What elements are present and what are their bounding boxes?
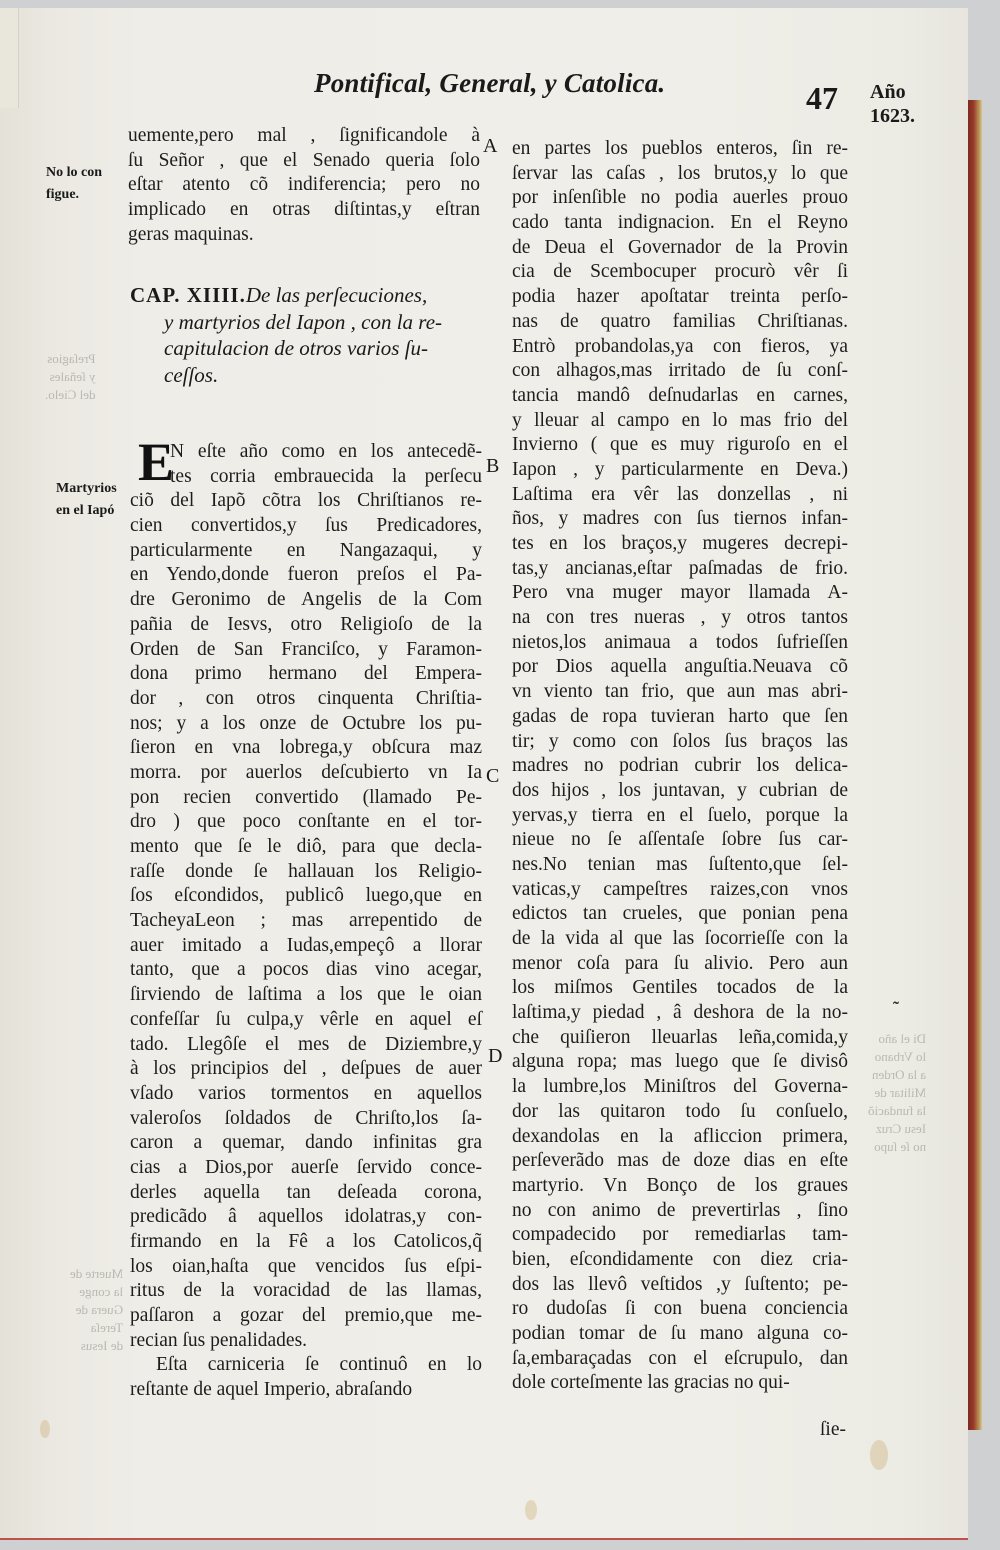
- text-line: de la vida al que las ſocorrieſſe con la: [512, 928, 848, 949]
- text-line: che quiſieron lleuarlas leña,comida,y: [512, 1026, 848, 1048]
- text-line: confeſſar ſu culpa,y vêrle en aquel eſ: [130, 1008, 482, 1030]
- page-tab-fold: [0, 8, 19, 108]
- text-line: por inſenſible no podia auerles prouo: [512, 187, 848, 209]
- text-line: de Deua el Governador de la Provin: [512, 236, 848, 258]
- text-line: nos; y a los onze de Octubre los pu-: [130, 712, 482, 734]
- chapter-title-part: ceſſos.: [164, 362, 219, 387]
- text-line: particularmente en Nangazaqui, y: [130, 539, 482, 561]
- margin-note: [46, 162, 102, 206]
- text-line: dexandolas en la afliccion primera,: [512, 1125, 848, 1147]
- catchword: ſie-: [820, 1419, 846, 1440]
- ink-mark: ˜: [893, 998, 899, 1018]
- margin-note-line: figue.: [46, 187, 80, 202]
- right-column-body: [512, 137, 848, 1396]
- text-line: tado. Llegôſe el mes de Diziembre,y: [130, 1033, 482, 1055]
- text-line: los miſmos Gentiles tocados de la: [512, 977, 848, 999]
- text-line: caron a quemar, dando infinitas gra: [130, 1132, 482, 1154]
- text-line: Iapon , y particularmente en Deva.): [512, 458, 848, 480]
- text-line: à los principios del , deſpues de auer: [130, 1058, 482, 1080]
- text-line: geras maquinas.: [128, 223, 254, 245]
- text-line: dos las llevô veſtidos ,y ſuſtento; pe-: [512, 1273, 848, 1295]
- margin-note: [56, 478, 117, 522]
- margin-note-line: Martyrios: [56, 481, 117, 496]
- chapter-title-part: De las perſecuciones,: [245, 283, 428, 307]
- section-letter-c: C: [486, 765, 500, 787]
- running-title: Pontifical, General, y Catolica.: [314, 68, 666, 98]
- chapter-title-part: capitulacion de otros varios ſu-: [164, 336, 429, 360]
- text-line: por Dios aquella anguſtia.Neuava cõ: [512, 656, 848, 678]
- section-letter-d: D: [488, 1045, 503, 1067]
- chapter-heading: [130, 282, 475, 388]
- bleedthrough-text: Muerte de la conge Guera de Tereſa de Iesus: [70, 1266, 124, 1353]
- text-line: tes en los braços,y mugeres decrepi-: [512, 533, 848, 554]
- text-line: mento que ſe le diô, para que decla-: [130, 836, 482, 857]
- text-line: dos hijos , los juntavan, y cubrian de: [512, 779, 848, 801]
- text-line: con alhagos,mas irritado de ſu conſ-: [512, 360, 848, 382]
- text-line: cias a Dios,por auerſe ſervido conce-: [130, 1156, 482, 1178]
- text-line: paſſaron a gozar del premio,que me-: [130, 1305, 482, 1327]
- text-line: perſeverãdo mas de doze dias en eſte: [512, 1150, 848, 1172]
- text-line: Orden de San Franciſco, y Faramon-: [130, 638, 482, 660]
- year-marker: [870, 80, 915, 128]
- text-line: reſtante de aquel Imperio, abraſando: [130, 1379, 413, 1401]
- text-line: laſtima,y piedad , â deshora de la no-: [512, 1002, 848, 1024]
- left-column-body: [130, 432, 482, 1403]
- text-line: recian ſus penalidades.: [130, 1329, 308, 1351]
- text-line: derles aquella tan deſeada corona,: [130, 1181, 482, 1203]
- text-line: N eſte año como en los antecedẽ-: [170, 441, 482, 462]
- text-line: y lleuar al campo en lo mas frio del: [512, 409, 848, 431]
- text-line: uemente,pero mal , ſignificandole à: [128, 125, 480, 146]
- text-line: compadecido por remediarlas tam-: [512, 1224, 848, 1246]
- text-line: ſu Señor , que el Senado queria ſolo: [128, 149, 480, 171]
- text-line: tancia mandô deſnudarlas en carnes,: [512, 384, 848, 406]
- text-line: ſirviendo de laſtima a los que le oian: [130, 984, 482, 1006]
- text-line: los oian,haſta que vencidos ſus eſpi-: [130, 1255, 482, 1277]
- paper-stain: [870, 1440, 888, 1470]
- text-line: valeroſos ſoldados de Chriſto,los ſa-: [130, 1107, 482, 1129]
- text-line: vaticas,y campeſtres raizes,con vnos: [512, 878, 848, 900]
- text-line: ños, y madres con ſus tiernos infan-: [512, 508, 848, 530]
- text-line: dole corteſmente las gracias no qui-: [512, 1372, 790, 1394]
- text-line: yervas,y tierra en el ſuelo, porque la: [512, 804, 848, 826]
- text-line: Entrò probandolas,ya con fieros, ya: [512, 335, 848, 357]
- text-line: predicãdo â aquellos idolatras,y con-: [130, 1206, 482, 1228]
- text-line: edictos tan crueles, que ponian pena: [512, 903, 848, 925]
- text-line: vſado varios tormentos en aquellos: [130, 1082, 482, 1104]
- text-line: cia de Scembocuper procurò vêr ſi: [512, 261, 848, 283]
- text-line: dor las quitaron todo ſu conſuelo,: [512, 1100, 848, 1122]
- bleedthrough-text: Preſagios y ſeñales del Cielo.: [45, 351, 96, 402]
- text-line: Invierno ( que es muy riguroſo en el: [512, 434, 848, 456]
- text-line: dona primo hermano del Empera-: [130, 663, 482, 685]
- text-line: Eſta carniceria ſe continuô en lo: [156, 1354, 482, 1376]
- text-line: dro ) que poco conſtante en el tor-: [130, 811, 482, 833]
- text-line: tes corria embrauecida la perſecu: [170, 465, 482, 487]
- text-line: nes.No tenian mas ſuſtento,que ſel-: [512, 853, 848, 875]
- text-line: gadas de ropa tuvieran harto que ſen: [512, 705, 848, 727]
- year-label: Año: [870, 81, 906, 103]
- year-value: 1623.: [870, 105, 915, 127]
- left-column-intro: [128, 124, 480, 247]
- text-line: alguna ropa; mas luego que ſe divisô: [512, 1051, 848, 1073]
- chapter-title-part: y martyrios del Iapon , con la re-: [164, 309, 443, 334]
- text-line: Laſtima era vêr las donzellas , ni: [512, 483, 848, 505]
- margin-note-line: en el Iapó: [56, 503, 115, 518]
- text-line: cien convertidos,y ſus Predicadores,: [130, 515, 482, 537]
- page-number: 47: [806, 80, 838, 116]
- paper-stain: [525, 1500, 537, 1520]
- text-line: tir; y como con ſolos ſus braços las: [512, 730, 848, 752]
- text-line: ſervar las caſas , los brutos,y lo que: [512, 162, 848, 184]
- text-line: tanto, que a pocos dias vino acegar,: [130, 959, 482, 981]
- text-line: cado tanta indignacion. En el Reyno: [512, 212, 848, 234]
- bleedthrough-text: Di el año lo Vrbano a la Orden Militar de la fundaciõ Iesu Cruz no ſe ſupo: [868, 1031, 927, 1154]
- book-edge: [968, 100, 982, 1430]
- text-line: menor coſa para ſu alivio. Pero aun: [512, 952, 848, 974]
- text-line: na con tres nueras , y otros tantos: [512, 607, 848, 629]
- text-line: la lumbre,los Miniſtros del Governa-: [512, 1076, 848, 1098]
- text-line: raſſe donde ſe hallauan los Religio-: [130, 860, 482, 882]
- text-line: martyrio. Vn Bonço de los graues: [512, 1174, 848, 1196]
- text-line: dre Geronimo de Angelis de la Com: [130, 589, 482, 611]
- text-line: TacheyaLeon ; mas arrepentido de: [130, 910, 482, 932]
- text-line: nieue no ſe aſſentaſe ſobre ſus car-: [512, 829, 848, 851]
- section-letter-a: A: [483, 135, 498, 157]
- text-line: en Yendo,donde fueron preſos el Pa-: [130, 564, 482, 586]
- text-line: pañia de Iesvs, otro Religioſo de la: [130, 613, 482, 635]
- text-line: ſos eſcondidos, publicô luego,que en: [130, 885, 482, 907]
- margin-note-line: No lo con: [46, 165, 102, 180]
- text-line: bien, eſcondidamente con diez cria-: [512, 1248, 848, 1270]
- text-line: auer imitado a Iudas,empeçô a llorar: [130, 934, 482, 956]
- text-line: en partes los pueblos enteros, ſin re-: [512, 138, 848, 159]
- text-line: ro dudoſas ſi con buena conciencia: [512, 1298, 848, 1320]
- text-line: madres no podrian cubrir los delica-: [512, 755, 848, 777]
- chapter-number: CAP. XIIII.: [130, 283, 246, 307]
- text-line: ritus de la voracidad de las llamas,: [130, 1280, 482, 1302]
- text-line: pon recien convertido (llamado Pe-: [130, 786, 482, 808]
- text-line: tas,y ancianas,eſtar paſmadas de frio.: [512, 557, 848, 579]
- text-line: morra. por auerlos deſcubierto vn Ia: [130, 761, 482, 783]
- text-line: ſieron en vna lobrega,y obſcura maz: [130, 737, 482, 759]
- text-line: dor , con otros cinquenta Chriſtia-: [130, 687, 482, 709]
- section-letter-b: B: [486, 455, 500, 477]
- text-line: firmando en la Fê a los Catolicos,q̃: [130, 1231, 482, 1252]
- text-line: eſtar atento cõ indiferencia; pero no: [128, 174, 480, 196]
- text-line: ciõ del Iapõ cõtra los Chriſtianos re-: [130, 490, 482, 512]
- text-line: implicado en otras diſtintas,y eſtran: [128, 199, 480, 221]
- text-line: ſa,embaraçadas con el eſcrupulo, dan: [512, 1347, 848, 1369]
- text-line: no con animo de prevertirlas , ſino: [512, 1199, 848, 1221]
- paper-stain: [40, 1420, 50, 1438]
- text-line: podian tomar de ſu mano alguna co-: [512, 1323, 848, 1344]
- text-line: nietos,los animaua a todos ſufrieſſen: [512, 631, 848, 653]
- text-line: vn viento tan frio, que aun mas abri-: [512, 681, 848, 703]
- text-line: podia hazer apoſtatar treinta perſo-: [512, 286, 848, 308]
- text-line: Pero vna muger mayor llamada A-: [512, 582, 848, 604]
- drop-cap: E: [138, 432, 175, 492]
- text-line: nas de quatro familias Chriſtianas.: [512, 310, 848, 332]
